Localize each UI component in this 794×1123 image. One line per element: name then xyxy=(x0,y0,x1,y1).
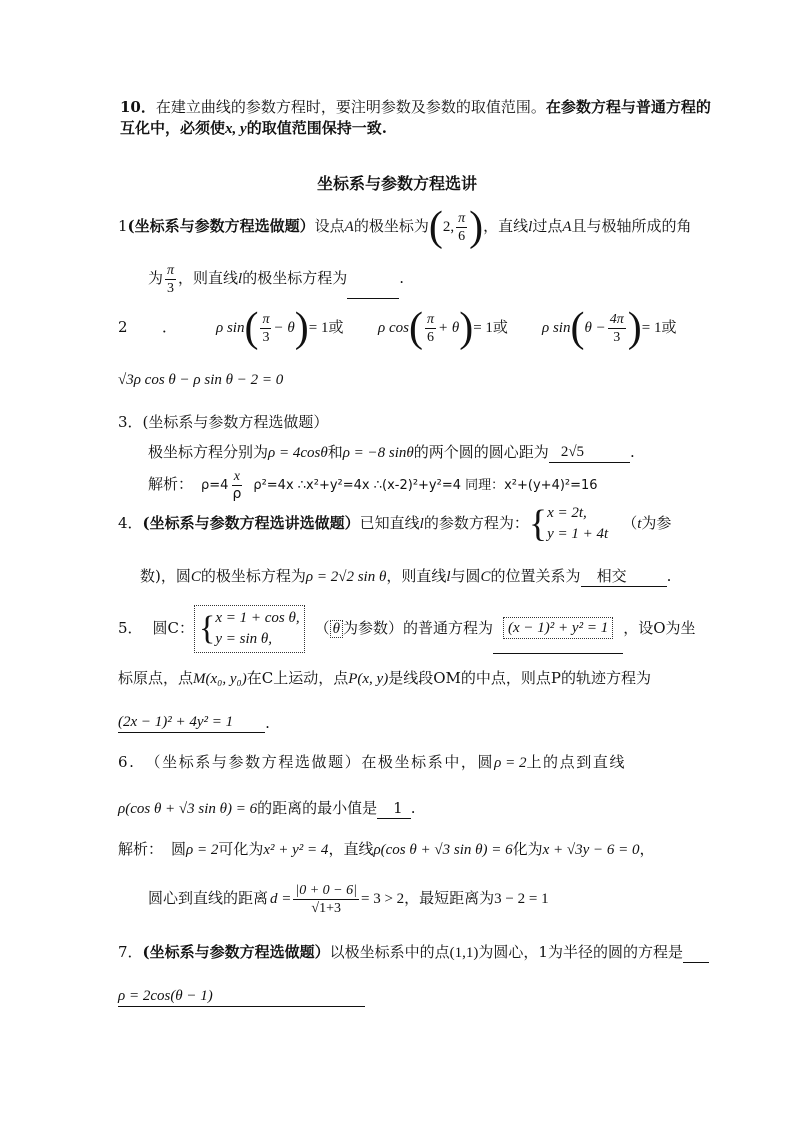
question-3-solution xyxy=(148,466,598,504)
q1-line2-text: 为 xyxy=(148,269,164,287)
q1-number: 1 xyxy=(118,217,128,235)
question-2-line-1 xyxy=(118,305,678,349)
q6-answer-blank xyxy=(377,798,411,819)
q2-eq-3: ρ sin(θ − $\frac{4\pi}{3}$ )= 1或 xyxy=(542,305,677,351)
q4-line2-text-2: 的极坐标方程为 xyxy=(200,567,306,585)
note-10-line-2 xyxy=(120,118,387,139)
q6-solution2-result: 3 − 2 = 1 xyxy=(494,891,549,907)
q3-answer-blank xyxy=(549,441,630,463)
question-3-body xyxy=(148,441,635,463)
note-10-vars: x, y xyxy=(225,121,247,137)
q7-tag: (坐标系与参数方程选做题） xyxy=(142,943,330,961)
question-7-line-2 xyxy=(118,985,365,1007)
question-5-line-3 xyxy=(118,711,270,733)
q4-line-l-2: l xyxy=(446,569,451,585)
q6-number: 6. xyxy=(118,753,136,771)
q6-line2-text: 的距离的最小值是 xyxy=(257,799,378,817)
q7-point: (1,1) xyxy=(449,945,479,961)
note-10-bold-text: 在参数方程与普通方程的 xyxy=(545,98,711,116)
q1-text-3: ，直线 xyxy=(483,217,529,235)
q5-answer-blank xyxy=(493,602,623,654)
q4-line2-text: 数)，圆 xyxy=(140,567,191,585)
q6-solution-label: 解析： xyxy=(118,840,164,858)
q6-solution-text-5: ， xyxy=(639,840,655,858)
q5-answer: (x − 1)² + y² = 1 xyxy=(503,617,613,639)
q7-answer-blank xyxy=(118,985,365,1007)
q2-eq-1: ρ sin( $\frac{\pi}{3}$ − θ)= 1或 xyxy=(216,305,344,351)
q1-text-4: 过点 xyxy=(532,217,563,235)
q3-eq2: ρ = −8 sinθ xyxy=(342,445,414,461)
q2-eq1-three: 3 xyxy=(262,329,270,345)
q4-text-2: 的参数方程为： xyxy=(423,514,529,532)
q4-system-1: x = 2t, xyxy=(547,505,587,521)
q4-answer-blank xyxy=(581,566,667,587)
q1-tag: (坐标系与参数方程选做题） xyxy=(127,217,315,235)
question-4-line-1: 4．(坐标系与参数方程选讲选做题）已知直线l的参数方程为：{ x = 2t, y = 1 + 4t （t为参 xyxy=(118,503,672,545)
q3-answer: 2√5 xyxy=(560,444,585,460)
question-6-line-2 xyxy=(118,798,416,819)
q1-text-5: 且与极轴所成的角 xyxy=(571,217,692,235)
q5-theta: θ xyxy=(330,620,343,638)
question-1-line-1: 1(坐标系与参数方程选做题）设点A的极坐标为(2, $\frac{\pi}{6}$ )，直线l过点A且与极轴所成的角 xyxy=(118,204,692,250)
note-10-bold-text-3: 的取值范围保持一致. xyxy=(246,119,387,137)
q6-solution-eq3: ρ(cos θ + √3 sin θ) = 6 xyxy=(373,842,513,858)
q2-eq2-pi: π xyxy=(426,311,434,327)
q3-solution-1: ρ=4 xyxy=(201,478,229,493)
q1-point-a-2: A xyxy=(562,219,572,235)
q7-answer: ρ = 2cos(θ − 1) xyxy=(118,988,213,1004)
q4-tag: (坐标系与参数方程选讲选做题） xyxy=(142,514,360,532)
section-title: 坐标系与参数方程选讲 xyxy=(317,174,478,193)
note-10-line-1 xyxy=(120,97,711,117)
q4-end: . xyxy=(666,567,672,585)
q4-param-t: t xyxy=(637,516,642,532)
q2-eq1-in: − θ xyxy=(273,320,295,336)
q4-text-4: 为参 xyxy=(641,514,672,532)
q3-solution-rho: ρ xyxy=(232,486,242,502)
q5-point-m: M(x₀, y₀) xyxy=(193,671,247,687)
q4-text: 已知直线 xyxy=(359,514,420,532)
q5-text-3: 为参数）的普通方程为 xyxy=(343,619,494,637)
q2-eq3-num: 4π xyxy=(609,311,624,327)
q1-line-l: l xyxy=(528,219,533,235)
q5-system-1: x = 1 + cos θ, xyxy=(215,610,300,626)
q4-line-l: l xyxy=(419,516,424,532)
q4-line2-eq: ρ = 2√2 sin θ xyxy=(305,569,387,585)
q5-number: 5． xyxy=(118,619,143,637)
question-6-solution-1 xyxy=(118,839,655,860)
q2-eq1-pi: π xyxy=(262,311,270,327)
q5-text: 圆C： xyxy=(152,619,195,637)
q6-solution-eq1: ρ = 2 xyxy=(186,842,219,858)
q5-text-2: （ xyxy=(314,619,330,637)
q4-text-3: （ xyxy=(622,514,638,532)
q1-line2-text-3: 的极坐标方程为 xyxy=(242,269,348,287)
q4-number: 4． xyxy=(118,514,143,532)
q1-pi: π xyxy=(458,210,466,226)
q4-circle-c: C xyxy=(190,569,201,585)
q6-end: . xyxy=(410,799,416,817)
q6-solution-text-3: ，直线 xyxy=(328,840,374,858)
question-3-header: 3．(坐标系与参数方程选做题） xyxy=(118,413,329,431)
q6-solution-text-2: 可化为 xyxy=(218,840,264,858)
q4-circle-c-2: C xyxy=(480,569,491,585)
question-6-solution-2 xyxy=(148,876,549,921)
q3-and: 和 xyxy=(327,443,343,461)
q6-solution-eq2: x² + y² = 4 xyxy=(263,842,329,858)
q1-three: 3 xyxy=(167,280,175,296)
q1-coord: 2, xyxy=(442,219,455,235)
q5-trajectory-eq: (2x − 1)² + 4y² = 1 xyxy=(118,714,234,730)
q6-text: （坐标系与参数方程选做题）在极坐标系中，圆 xyxy=(145,753,495,771)
q4-system-2: y = 1 + 4t xyxy=(547,526,609,542)
q5-line2-text: 标原点，点 xyxy=(118,669,194,687)
q3-eq1: ρ = 4cosθ xyxy=(268,445,328,461)
q2-eq2-in: + θ xyxy=(437,320,460,336)
q4-answer: 相交 xyxy=(596,567,627,585)
q5-trajectory-answer xyxy=(118,711,265,733)
q1-line2-end: . xyxy=(399,269,405,287)
q1-point-a: A xyxy=(344,219,354,235)
q2-eq-2: ρ cos( $\frac{\pi}{6}$ + θ)= 1或 xyxy=(378,305,508,351)
q5-system-box: { x = 1 + cos θ, y = sin θ, xyxy=(194,605,305,653)
q3-end: . xyxy=(630,443,635,461)
q7-text-2: 为圆心，1为半径的圆的方程是 xyxy=(478,943,683,961)
q4-line2-text-3: ，则直线 xyxy=(386,567,447,585)
q2-eq3-three: 3 xyxy=(613,329,621,345)
q6-solution-text: 圆 xyxy=(171,840,187,858)
question-5-line-2 xyxy=(118,668,651,689)
q5-text-4: ，设O为坐 xyxy=(623,619,696,637)
q3-solution-x: x xyxy=(233,469,240,484)
note-10-bold-text-2: 互化中，必须使 xyxy=(120,119,226,137)
q2-dot: ． xyxy=(162,318,178,336)
note-10-normal-text: 在建立曲线的参数方程时，要注明参数及参数的取值范围。 xyxy=(155,98,546,116)
question-1-line-2 xyxy=(148,258,404,299)
q1-text: 设点 xyxy=(314,217,345,235)
q5-line2-text-2: 在C上运动，点 xyxy=(246,669,349,687)
q1-line-l-2: l xyxy=(238,271,243,287)
q1-line2-text-2: ，则直线 xyxy=(178,269,239,287)
q6-solution2-compare: = 3 > 2 xyxy=(360,891,405,907)
q6-solution2-denominator: √1+3 xyxy=(311,900,341,916)
question-2-line-2: √3ρ cos θ − ρ sin θ − 2 = 0 xyxy=(118,372,284,388)
q6-text-2: 上的点到直线 xyxy=(526,753,627,771)
question-5-line-1 xyxy=(118,602,696,654)
q5-end: . xyxy=(265,714,270,732)
question-7-line-1 xyxy=(118,942,709,963)
q7-text: 以极坐标系中的点 xyxy=(329,943,450,961)
q2-eq3-post: = 1或 xyxy=(641,320,677,336)
q4-line2-text-5: 的位置关系为 xyxy=(490,567,581,585)
note-10-number: 10． xyxy=(120,98,156,116)
q1-six: 6 xyxy=(458,228,466,244)
q2-eq2-post: = 1或 xyxy=(473,320,508,336)
q2-eq1-pre: ρ sin xyxy=(216,320,245,336)
q6-solution2-d: d = xyxy=(270,891,292,907)
q2-number: 2 xyxy=(118,318,128,336)
q1-pi-2: π xyxy=(167,262,175,278)
question-6-line-1 xyxy=(118,752,626,773)
q5-line2-text-3: 是线段OM的中点，则点P的轨迹方程为 xyxy=(388,669,651,687)
q5-system-2: y = sin θ, xyxy=(215,631,273,647)
q1-answer-blank xyxy=(347,298,399,299)
q3-text-2: 的两个圆的圆心距为 xyxy=(413,443,549,461)
q6-solution2-numerator: |0 + 0 − 6| xyxy=(295,882,357,898)
q2-eq2-six: 6 xyxy=(426,329,434,345)
q6-solution2-text: 圆心到直线的距离 xyxy=(148,889,269,907)
q7-blank-start xyxy=(683,962,709,963)
q6-solution-eq4: x + √3y − 6 = 0 xyxy=(542,842,640,858)
q6-eq1: ρ = 2 xyxy=(494,755,527,771)
q5-point-p: P(x, y) xyxy=(348,671,389,687)
q3-text: 极坐标方程分别为 xyxy=(148,443,269,461)
q2-eq2-pre: ρ cos xyxy=(378,320,409,336)
q6-solution-text-4: 化为 xyxy=(512,840,543,858)
question-4-line-2 xyxy=(140,566,671,587)
q3-solution-label: 解析： xyxy=(148,475,194,493)
q7-number: 7． xyxy=(118,943,143,961)
q4-line2-text-4: 与圆 xyxy=(450,567,481,585)
q6-answer: 1 xyxy=(393,799,403,817)
q1-text-2: 的极坐标为 xyxy=(353,217,429,235)
q2-eq1-post: = 1或 xyxy=(308,320,344,336)
q6-line2-eq: ρ(cos θ + √3 sin θ) = 6 xyxy=(118,801,258,817)
q3-solution-2: ρ²=4x ∴x²+y²=4x ∴(x-2)²+y²=4 同理：x²+(y+4)²=16 xyxy=(253,478,598,493)
q2-eq3-in: θ − xyxy=(584,320,606,336)
q2-eq3-pre: ρ sin xyxy=(542,320,571,336)
q6-solution2-text-2: ，最短距离为 xyxy=(404,889,495,907)
